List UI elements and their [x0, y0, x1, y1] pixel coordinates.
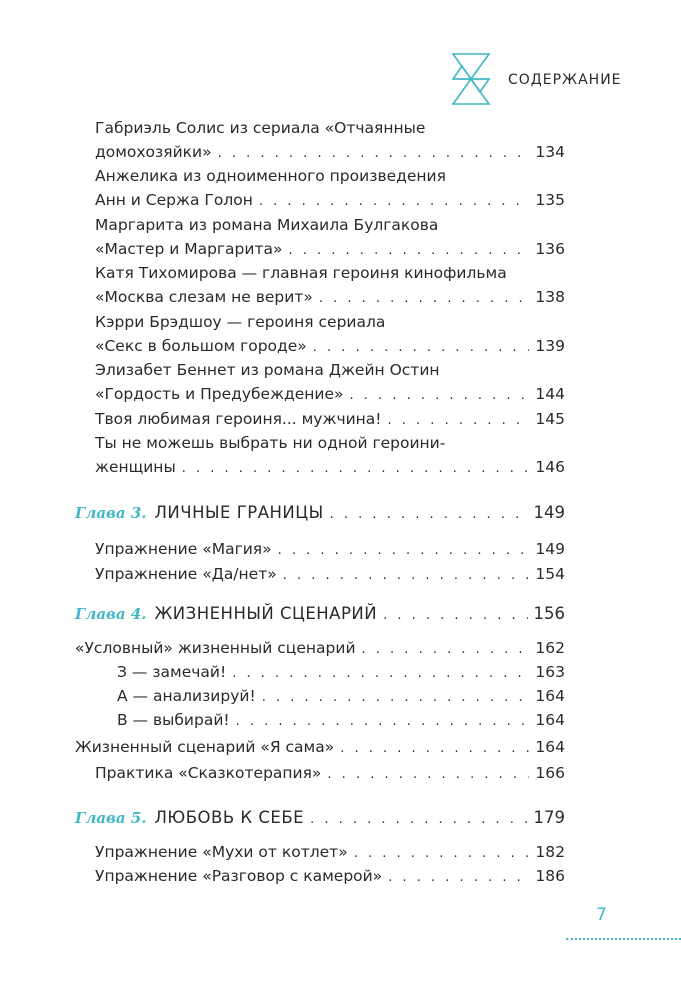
toc-entry[interactable]: домохозяйки» . . . 134: [95, 141, 565, 163]
toc-entry[interactable]: Жизненный сценарий «Я сама» . . . 164: [75, 736, 565, 758]
page-ref: 164: [535, 711, 565, 729]
toc-entry[interactable]: Упражнение «Мухи от котлет» . . . 182: [95, 841, 565, 863]
toc-entry[interactable]: «Мастер и Маргарита» . . . 136: [95, 238, 565, 260]
page-ref: 164: [535, 687, 565, 705]
toc-entry[interactable]: Твоя любимая героиня... мужчина! . . . 145: [95, 408, 565, 430]
page-ref: 179: [533, 808, 565, 827]
page-ref: 163: [535, 663, 565, 681]
toc-entry-line: Кэрри Брэдшоу — героиня сериала: [95, 313, 386, 331]
toc-entry[interactable]: З — замечай! . . . 163: [117, 661, 565, 683]
toc-entry[interactable]: А — анализируй! . . . 164: [117, 685, 565, 707]
chapter-3-heading[interactable]: Глава 3. ЛИЧНЫЕ ГРАНИЦЫ . . . 149: [75, 502, 565, 524]
page-ref: 146: [535, 458, 565, 476]
page-ref: 186: [535, 867, 565, 885]
toc-entry[interactable]: Практика «Сказкотерапия» . . . 166: [95, 762, 565, 784]
toc-entry-line: Маргарита из романа Михаила Булгакова: [95, 216, 439, 234]
page-ref: 164: [535, 738, 565, 756]
page-number: 7: [596, 905, 607, 925]
toc-entry-line: Анжелика из одноименного произведения: [95, 167, 446, 185]
toc-entry[interactable]: «Гордость и Предубеждение» . . . 144: [95, 383, 565, 405]
page-ref: 138: [535, 288, 565, 306]
page-ref: 162: [535, 639, 565, 657]
toc-entry[interactable]: Упражнение «Магия» . . . 149: [95, 538, 565, 560]
toc-entry[interactable]: Упражнение «Да/нет» . . . 154: [95, 563, 565, 585]
page-ref: 134: [535, 143, 565, 161]
page-ref: 182: [535, 843, 565, 861]
section-title: СОДЕРЖАНИЕ: [508, 72, 622, 88]
toc-entry[interactable]: «Москва слезам не верит» . . . 138: [95, 286, 565, 308]
toc-entry-line: Ты не можешь выбрать ни одной героини-: [95, 434, 446, 452]
toc-entry[interactable]: женщины . . . 146: [95, 456, 565, 478]
page-ref: 154: [535, 565, 565, 583]
footer-divider: [566, 938, 681, 940]
chapter-5-heading[interactable]: Глава 5. ЛЮБОВЬ К СЕБЕ . . . 179: [75, 807, 565, 829]
toc-entry-line: Катя Тихомирова — главная героиня кинофильма: [95, 264, 507, 282]
toc-entry[interactable]: «Секс в большом городе» . . . 139: [95, 335, 565, 357]
page-ref: 144: [535, 385, 565, 403]
page-ref: 149: [535, 540, 565, 558]
page-ref: 156: [533, 604, 565, 623]
toc-entry[interactable]: «Условный» жизненный сценарий . . . 162: [75, 637, 565, 659]
page-ref: 135: [535, 191, 565, 209]
chapter-4-heading[interactable]: Глава 4. ЖИЗНЕННЫЙ СЦЕНАРИЙ . . . 156: [75, 603, 565, 625]
chapter-label: Глава 3.: [75, 504, 147, 522]
page-ref: 145: [535, 410, 565, 428]
page-ref: 149: [533, 503, 565, 522]
chapter-label: Глава 4.: [75, 605, 147, 623]
page-ref: 136: [535, 240, 565, 258]
chapter-label: Глава 5.: [75, 809, 147, 827]
toc-entry[interactable]: В — выбирай! . . . 164: [117, 709, 565, 731]
toc-entry[interactable]: Упражнение «Разговор с камерой» . . . 186: [95, 865, 565, 887]
toc-entry-line: Габриэль Солис из сериала «Отчаянные: [95, 119, 426, 137]
toc-entry[interactable]: Анн и Сержа Голон . . . 135: [95, 189, 565, 211]
page-ref: 166: [535, 764, 565, 782]
toc-entry-line: Элизабет Беннет из романа Джейн Остин: [95, 361, 440, 379]
page-ref: 139: [535, 337, 565, 355]
